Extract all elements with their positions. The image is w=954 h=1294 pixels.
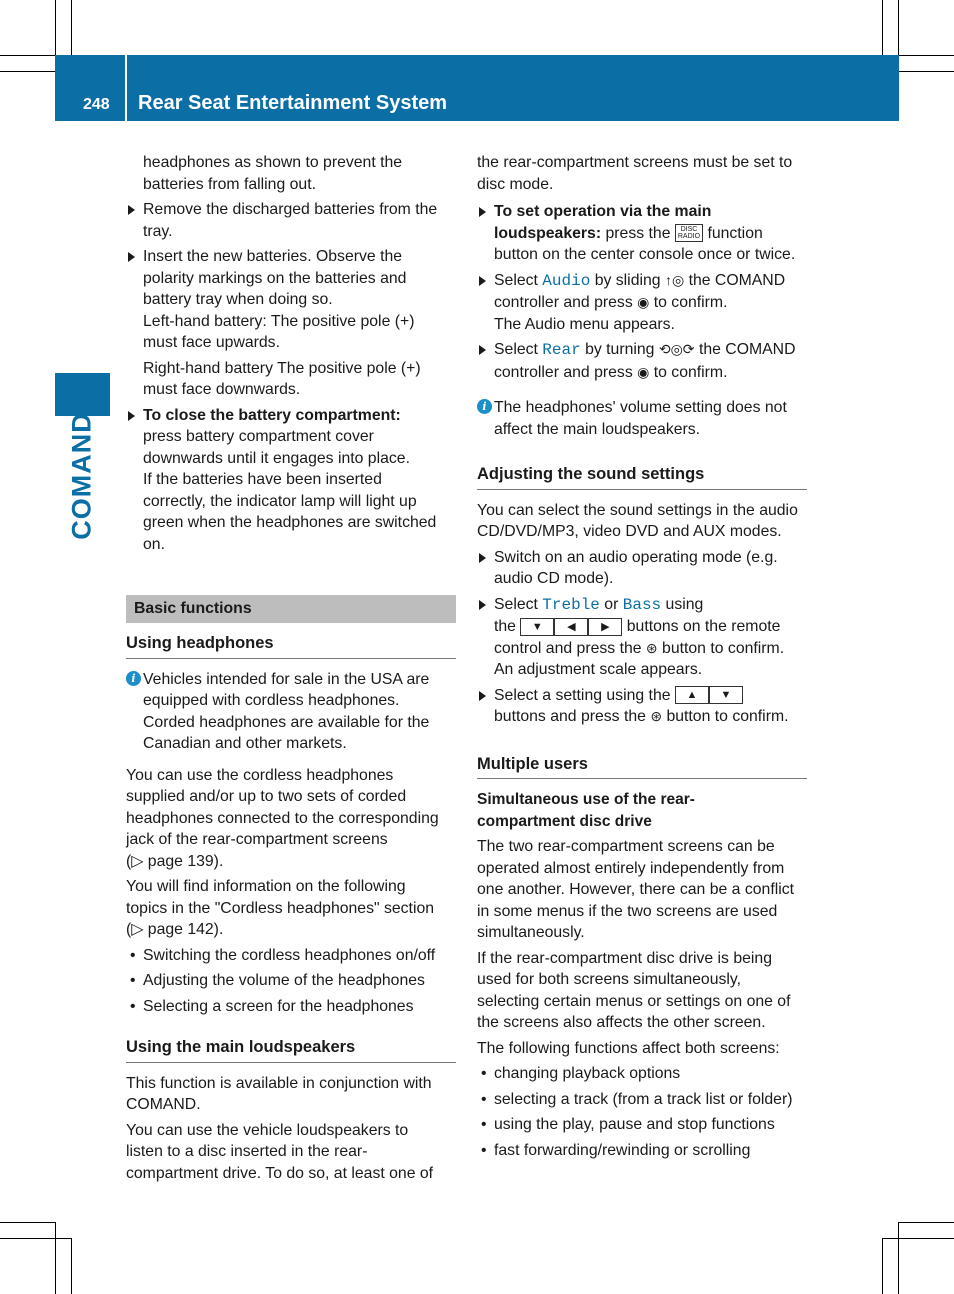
section-basic-functions: Basic functions [126, 595, 456, 623]
text-line: supplied and/or up to two sets of corded [126, 788, 407, 805]
page-reference[interactable]: (▷ page 139). [126, 852, 224, 870]
text-line: on. [143, 535, 165, 553]
text: to confirm. [653, 363, 728, 381]
text-line: the screens also affects the other screen. [477, 1014, 766, 1031]
text: button to confirm. [662, 639, 785, 657]
right-button-icon: ▶ [588, 618, 622, 636]
heading-using-headphones: Using headphones [126, 633, 456, 659]
step-close-compartment [126, 405, 456, 556]
text-line: polarity markings on the batteries and [143, 269, 407, 287]
info-icon: i [126, 671, 141, 686]
text-line: correctly, the indicator lamp will light up [143, 492, 417, 510]
text-line: in some menus if the two screens are used [477, 902, 778, 920]
text-line: Canadian and other markets. [143, 735, 347, 752]
text-line: one another. However, there can be a conflict [477, 881, 795, 898]
text-line: compartment disc drive [477, 812, 652, 830]
crop-mark [71, 1238, 72, 1294]
right-battery-note [126, 358, 456, 401]
text: using [665, 595, 704, 613]
crop-mark [0, 55, 55, 56]
text-line: used for both screens simultaneously, [477, 971, 742, 988]
text: Select [494, 595, 538, 613]
step-switch-on-audio [477, 547, 807, 590]
text-line: COMAND. [126, 1096, 201, 1113]
info-icon: i [477, 399, 492, 414]
text-line: downwards until it engages into place. [143, 449, 410, 467]
text-line: batteries from falling out. [143, 175, 316, 193]
heading-multiple-users: Multiple users [477, 754, 807, 780]
text-line: The Audio menu appears. [494, 315, 675, 333]
text: by turning [585, 341, 655, 358]
step-select-audio [477, 270, 807, 336]
text: Select a setting using the [494, 686, 671, 704]
text-line: audio CD mode). [494, 570, 614, 587]
text-line: CD/DVD/MP3, video DVD and AUX modes. [477, 523, 782, 540]
text-line: If the rear-compartment disc drive is being [477, 949, 772, 967]
sound-paragraph [477, 500, 807, 543]
page-title: Rear Seat Entertainment System [138, 92, 448, 114]
text: button to confirm. [666, 708, 789, 725]
text-line: selecting certain menus or settings on one of [477, 992, 791, 1010]
list-item: • Selecting a screen for the headphones [126, 996, 456, 1018]
crop-mark [899, 71, 954, 72]
text-line: compartment drive. To do so, at least one of [126, 1164, 434, 1182]
step-title: To set operation via the main [494, 203, 712, 220]
text-line: This function is available in conjunction with [126, 1074, 432, 1092]
text-line: headphones connected to the corresponding [126, 809, 439, 827]
text-line: operated almost entirely independently from [477, 859, 785, 877]
press-controller-icon: ◉ [637, 363, 650, 380]
text: to confirm. [653, 294, 728, 311]
down-button-icon: ▼ [520, 618, 554, 636]
page-header [55, 55, 899, 121]
header-divider [125, 55, 127, 121]
text-line: The headphones' volume setting does not [494, 399, 787, 416]
text-line: must face downwards. [143, 381, 301, 398]
text-line: You can use the cordless headphones [126, 766, 394, 784]
step-select-setting [477, 685, 807, 728]
menu-item-bass: Bass [622, 595, 662, 614]
disc-radio-button-icon [675, 224, 703, 242]
crop-mark [882, 1238, 954, 1239]
list-item: • using the play, pause and stop functions [477, 1114, 807, 1136]
text: press the [605, 224, 671, 242]
text-line: Corded headphones are available for the [143, 713, 430, 731]
text-line: The two rear-compartment screens can be [477, 838, 775, 855]
text: the [494, 618, 516, 635]
crop-mark [882, 0, 883, 55]
text-line: simultaneously. [477, 924, 585, 941]
text-line: tray. [143, 222, 173, 240]
text-line: press battery compartment cover [143, 428, 374, 445]
crop-mark [882, 1238, 883, 1294]
menu-item-treble: Treble [542, 595, 600, 614]
crop-mark [0, 71, 55, 72]
ok-button-icon: ⊛ [650, 708, 663, 724]
step-title: loudspeakers: [494, 224, 602, 242]
text-line: Left-hand battery: The positive pole (+) [143, 312, 415, 330]
crop-mark [899, 1222, 954, 1223]
heading-adjusting-sound: Adjusting the sound settings [477, 464, 807, 490]
crop-mark [71, 0, 72, 55]
heading-main-loudspeakers: Using the main loudspeakers [126, 1037, 456, 1063]
text-line: Vehicles intended for sale in the USA are [143, 670, 430, 688]
functions-intro: The following functions affect both screens: [477, 1039, 780, 1057]
list-item: • selecting a track (from a track list or folder) [477, 1089, 807, 1111]
list-item: • changing playback options [477, 1063, 807, 1085]
step-insert-batteries [126, 246, 456, 354]
text: Select [494, 341, 538, 358]
text-line: must face upwards. [143, 334, 280, 351]
menu-item-audio: Audio [542, 271, 591, 290]
list-item: • Switching the cordless headphones on/off [126, 945, 456, 967]
disc-drive-paragraph [477, 948, 807, 1034]
step-set-operation [477, 201, 807, 266]
side-tab [55, 373, 110, 416]
crop-mark [0, 1238, 71, 1239]
up-button-icon: ▲ [675, 686, 709, 704]
text-line: equipped with cordless headphones. [143, 692, 400, 709]
left-button-icon: ◀ [554, 618, 588, 636]
text: controller and press [494, 294, 633, 311]
text-line: You can use the vehicle loudspeakers to [126, 1121, 409, 1139]
text: function [707, 224, 763, 242]
ok-button-icon: ⊛ [645, 639, 658, 656]
text: or [604, 595, 619, 613]
info-paragraph [126, 876, 456, 941]
text-line: You will find information on the following [126, 878, 406, 895]
text: buttons and press the [494, 708, 646, 725]
text-line: green when the headphones are switched [143, 514, 437, 531]
text-line: If the batteries have been inserted [143, 471, 382, 488]
crop-mark [898, 1222, 899, 1294]
loudspeaker-paragraph-1 [126, 1073, 456, 1116]
cordless-paragraph [126, 765, 456, 873]
step-title: To close the battery compartment: [143, 406, 401, 424]
text-line: Switch on an audio operating mode (e.g. [494, 548, 778, 566]
heading-simultaneous-use [477, 789, 807, 832]
page-number: 248 [83, 96, 110, 113]
text: controller and press [494, 363, 633, 381]
list-item: • fast forwarding/rewinding or scrolling [477, 1140, 807, 1162]
menu-item-rear: Rear [542, 341, 581, 359]
text-line: battery tray when doing so. [143, 291, 333, 308]
page-reference[interactable]: (▷ page 142). [126, 921, 224, 938]
text-line: jack of the rear-compartment screens [126, 831, 388, 848]
loudspeaker-paragraph-2 [126, 1120, 456, 1185]
step-select-treble-bass [477, 594, 807, 681]
info-note-usa [126, 669, 456, 755]
key-label: DISC [680, 226, 698, 234]
crop-mark [0, 1222, 55, 1223]
text-line: button on the center console once or twice. [494, 246, 796, 263]
simultaneous-paragraph [477, 836, 807, 944]
list-item: • Adjusting the volume of the headphones [126, 970, 456, 992]
side-section-label: COMAND [66, 412, 97, 540]
text-line: the rear-compartment screens must be set to [477, 154, 793, 171]
text-line: affect the main loudspeakers. [494, 420, 701, 438]
text-line: Simultaneous use of the rear- [477, 791, 695, 808]
turn-controller-icon: ⟲◎⟳ [658, 341, 695, 357]
text: by sliding [594, 271, 661, 289]
step-select-rear [477, 339, 807, 383]
crop-mark [898, 0, 899, 55]
text-line: topics in the "Cordless headphones" section [126, 899, 435, 917]
text-line: Remove the discharged batteries from the [143, 201, 438, 218]
crop-mark [55, 0, 56, 55]
press-controller-icon: ◉ [637, 294, 650, 310]
step-remove-batteries [126, 199, 456, 242]
left-column [126, 152, 456, 1188]
text: the COMAND [688, 271, 786, 289]
intro-text [126, 152, 456, 195]
text-line: Insert the new batteries. Observe the [143, 248, 403, 265]
down-button-icon: ▼ [709, 686, 743, 704]
text-line: listen to a disc inserted in the rear- [126, 1143, 368, 1160]
continued-text [477, 152, 807, 195]
key-label: RADIO [677, 233, 701, 241]
text-line: Right-hand battery The positive pole (+) [143, 359, 421, 377]
crop-mark [55, 1222, 56, 1294]
text: Select [494, 271, 538, 289]
right-column [477, 152, 807, 1165]
text-line: You can select the sound settings in the audio [477, 501, 798, 519]
text-line: disc mode. [477, 175, 554, 193]
text: buttons on the remote [626, 618, 781, 635]
slide-up-controller-icon: ↑◎ [664, 271, 685, 288]
crop-mark [899, 55, 954, 56]
info-note-volume [477, 397, 807, 440]
text: the COMAND [698, 341, 796, 358]
text-line: An adjustment scale appears. [494, 661, 703, 678]
text-line: headphones as shown to prevent the [143, 154, 403, 171]
text: control and press the [494, 639, 642, 657]
